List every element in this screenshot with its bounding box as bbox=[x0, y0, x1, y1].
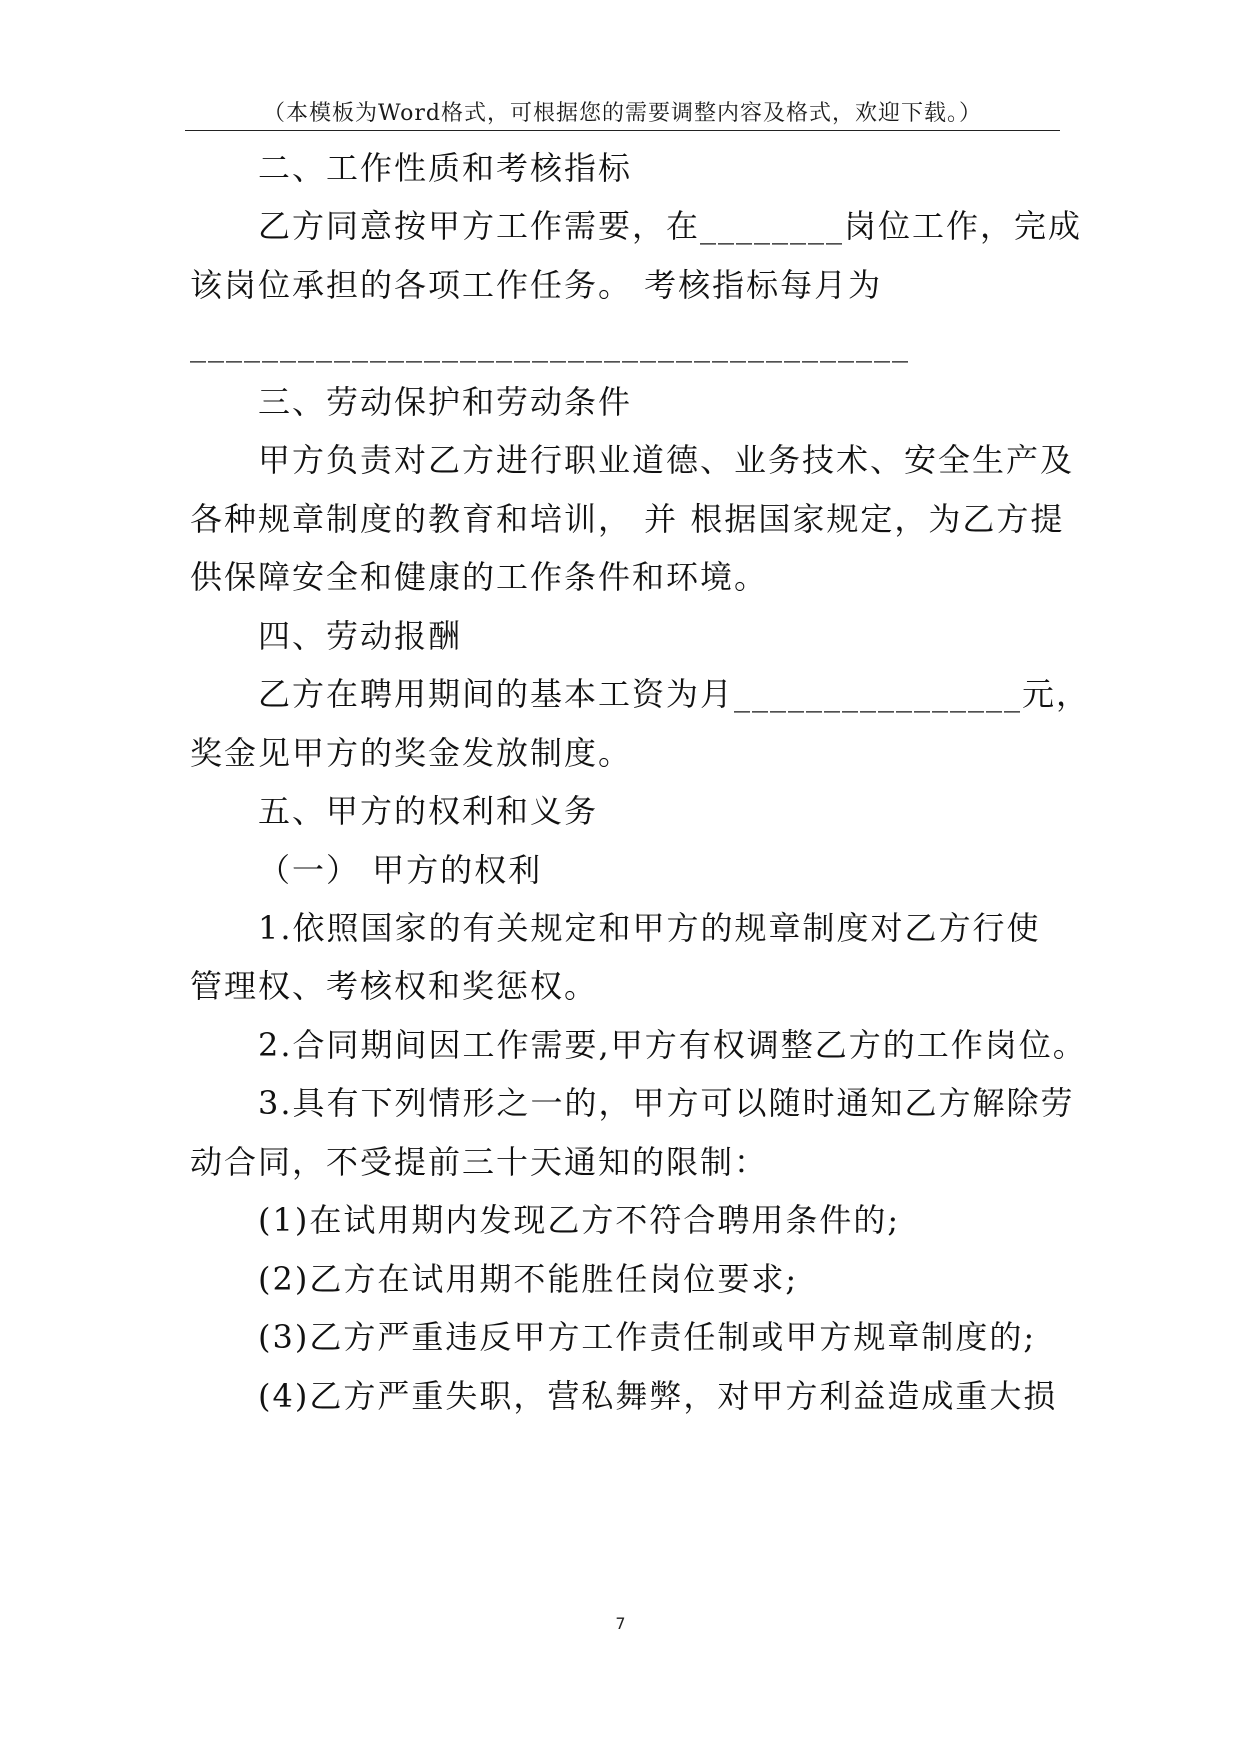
paragraph-line: 1.依照国家的有关规定和甲方的规章制度对乙方行使 bbox=[258, 909, 1041, 947]
list-item: (1)在试用期内发现乙方不符合聘用条件的; bbox=[258, 1201, 901, 1239]
section-heading-2: 二、工作性质和考核指标 bbox=[258, 149, 633, 187]
paragraph-line: 甲方负责对乙方进行职业道德、业务技术、安全生产及 bbox=[258, 441, 1075, 479]
subsection-heading: （一） 甲方的权利 bbox=[258, 851, 543, 889]
paragraph-line: 该岗位承担的各项工作任务。 考核指标每月为 bbox=[190, 266, 883, 304]
paragraph-line: 管理权、考核权和奖惩权。 bbox=[190, 967, 599, 1005]
paragraph-line: 乙方同意按甲方工作需要，在________岗位工作，完成 bbox=[258, 207, 1083, 245]
list-item: (4)乙方严重失职，营私舞弊，对甲方利益造成重大损 bbox=[258, 1377, 1058, 1415]
paragraph-line: 动合同，不受提前三十天通知的限制： bbox=[190, 1143, 769, 1181]
section-heading-4: 四、劳动报酬 bbox=[258, 617, 463, 655]
paragraph-line: 3.具有下列情形之一的，甲方可以随时通知乙方解除劳 bbox=[258, 1084, 1075, 1122]
section-heading-3: 三、劳动保护和劳动条件 bbox=[258, 383, 633, 421]
paragraph-line: 乙方在聘用期间的基本工资为月________________元， bbox=[258, 675, 1091, 713]
paragraph-line: 奖金见甲方的奖金发放制度。 bbox=[190, 734, 633, 772]
list-item: (3)乙方严重违反甲方工作责任制或甲方规章制度的; bbox=[258, 1318, 1037, 1356]
paragraph-line: 各种规章制度的教育和培训， 并 根据国家规定，为乙方提 bbox=[190, 500, 1065, 538]
blank-fill-line: ________________________________________ bbox=[190, 325, 910, 363]
template-note-header: （本模板为Word格式，可根据您的需要调整内容及格式，欢迎下载。） bbox=[263, 101, 982, 126]
list-item: (2)乙方在试用期不能胜任岗位要求; bbox=[258, 1260, 799, 1298]
section-heading-5: 五、甲方的权利和义务 bbox=[258, 792, 599, 830]
page-number: 7 bbox=[615, 1614, 626, 1633]
paragraph-line: 供保障安全和健康的工作条件和环境。 bbox=[190, 558, 769, 596]
paragraph-line: 2.合同期间因工作需要,甲方有权调整乙方的工作岗位。 bbox=[258, 1026, 1087, 1064]
header-divider bbox=[185, 130, 1060, 131]
